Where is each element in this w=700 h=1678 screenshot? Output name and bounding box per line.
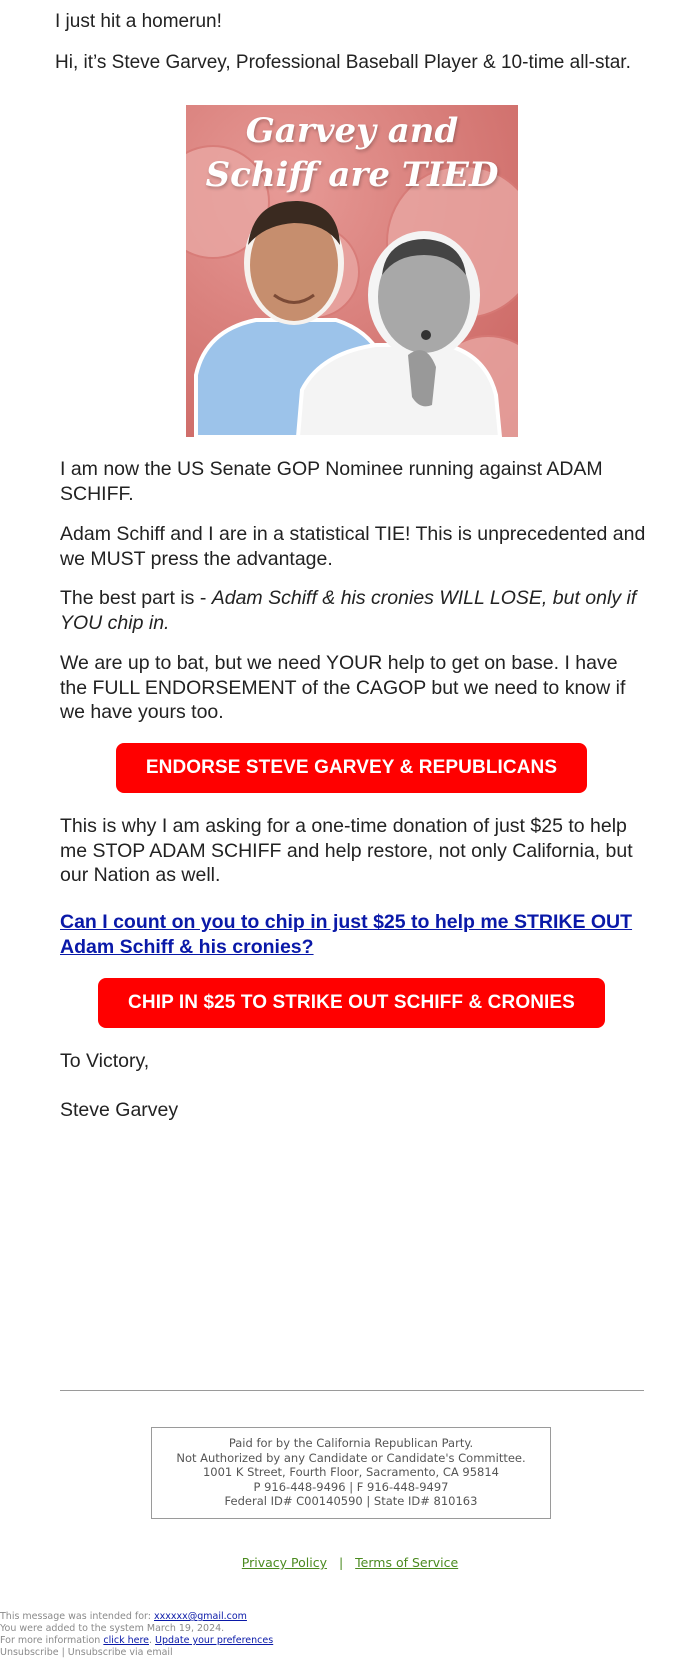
unsubscribe-line[interactable]: Unsubscribe | Unsubscribe via email xyxy=(0,1647,173,1658)
click-here-link[interactable]: click here xyxy=(103,1635,149,1646)
paragraph-donation: This is why I am asking for a one-time donation of just $25 to help me STOP ADAM SCHIFF and help restore, not only California, but our Nation as well. xyxy=(60,815,633,886)
paragraph-best-part: The best part is - Adam Schiff & his cronies WILL LOSE, but only if YOU chip in. xyxy=(60,587,637,634)
policy-separator: | xyxy=(338,1555,344,1570)
chip-in-link[interactable]: Can I count on you to chip in just $25 to help me STRIKE OUT Adam Schiff & his cronies? xyxy=(60,911,633,958)
intended-for-line: This message was intended for: xxxxxx@gmail.com xyxy=(0,1611,247,1622)
hero-title: Garvey and Schiff are TIED xyxy=(205,111,499,195)
hero-image[interactable] xyxy=(186,105,518,437)
intro-line: Hi, it’s Steve Garvey, Professional Baseball Player & 10-time all-star. xyxy=(55,52,631,73)
disclaimer-box: Paid for by the California Republican Party. Not Authorized by any Candidate or Candidate's Committee. 1001 K Street, Fourth Floor, Sacramento, CA 95814 P 916-448-9496 | F 916-448-9497 Federal ID# C00140590 | State ID# 810163 xyxy=(151,1427,551,1519)
footer-divider xyxy=(60,1390,644,1391)
paragraph-endorsement: We are up to bat, but we need YOUR help to get on base. I have the FULL ENDORSEMENT of the CAGOP but we need to know if we have yours too. xyxy=(60,652,626,723)
fine-print xyxy=(0,1611,273,1659)
update-preferences-link[interactable]: Update your preferences xyxy=(155,1635,274,1646)
hero-people-illustration xyxy=(186,105,518,437)
signature-text: Steve Garvey xyxy=(60,1099,179,1121)
recipient-email-link[interactable]: xxxxxx@gmail.com xyxy=(154,1611,247,1622)
paragraph-tie: Adam Schiff and I are in a statistical TIE! This is unprecedented and we MUST press the advantage. xyxy=(60,523,646,570)
closing-text: To Victory, xyxy=(60,1050,150,1072)
greeting-line: I just hit a homerun! xyxy=(55,11,222,32)
privacy-policy-link[interactable]: Privacy Policy xyxy=(241,1555,327,1570)
chip-in-button[interactable]: CHIP IN $25 TO STRIKE OUT SCHIFF & CRONIES xyxy=(98,978,605,1028)
paragraph-nominee: I am now the US Senate GOP Nominee running against ADAM SCHIFF. xyxy=(60,458,603,505)
policy-links xyxy=(0,1555,700,1570)
added-date-line: You were added to the system March 19, 2024. xyxy=(0,1623,225,1634)
terms-of-service-link[interactable]: Terms of Service xyxy=(355,1555,459,1570)
more-info-line: For more information click here. Update your preferences xyxy=(0,1635,274,1646)
endorse-button[interactable]: ENDORSE STEVE GARVEY & REPUBLICANS xyxy=(116,743,587,793)
